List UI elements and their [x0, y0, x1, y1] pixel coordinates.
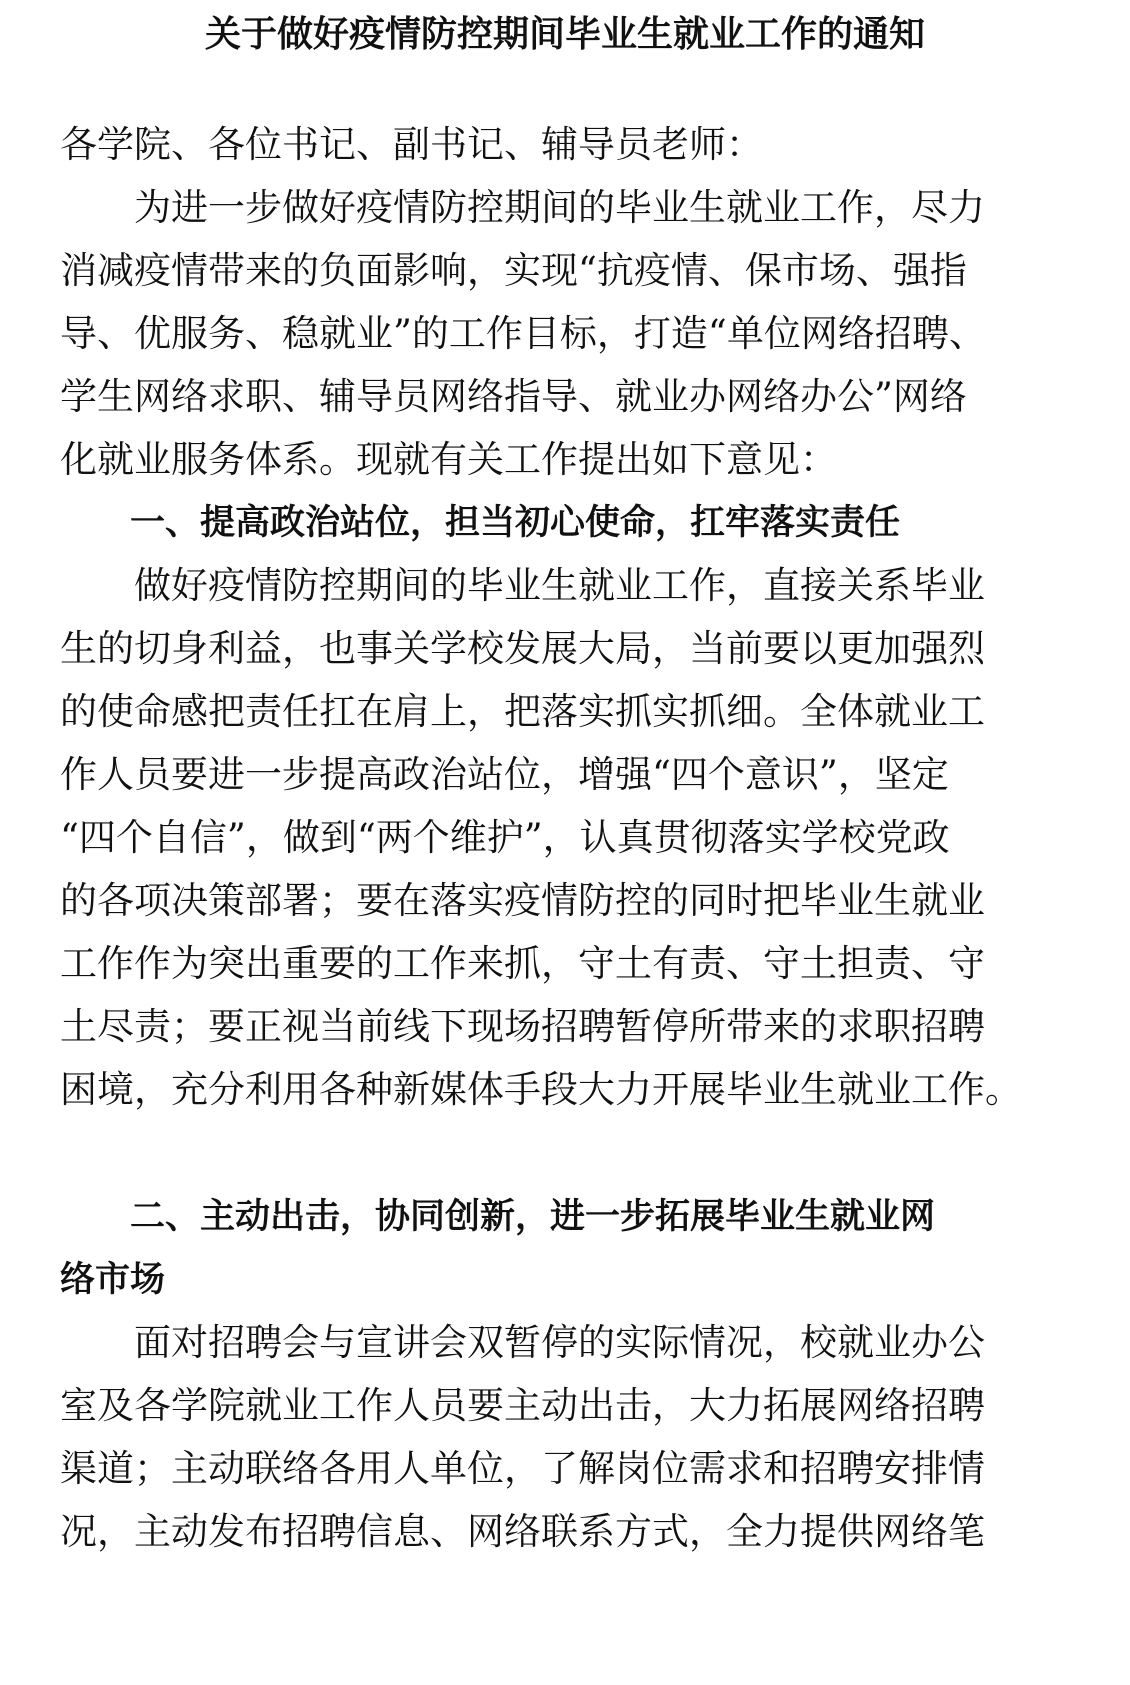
section-1-line: 困境，充分利用各种新媒体手段大力开展毕业生就业工作。	[60, 1068, 1022, 1111]
intro-line: 消减疫情带来的负面影响，实现“抗疫情、保市场、强指	[60, 249, 967, 292]
section-2-line: 室及各学院就业工作人员要主动出击，大力拓展网络招聘	[60, 1384, 985, 1427]
section-1-line: 的各项决策部署；要在落实疫情防控的同时把毕业生就业	[60, 879, 985, 922]
section-2-line: 面对招聘会与宣讲会双暂停的实际情况，校就业办公	[60, 1321, 985, 1364]
section-1-line: 的使命感把责任扛在肩上，把落实抓实抓细。全体就业工	[60, 690, 985, 733]
intro-line: 为进一步做好疫情防控期间的毕业生就业工作，尽力	[60, 186, 985, 229]
intro-line: 化就业服务体系。现就有关工作提出如下意见：	[60, 438, 837, 481]
intro-line: 学生网络求职、辅导员网络指导、就业办网络办公”网络	[60, 375, 967, 418]
section-1-heading: 一、提高政治站位，担当初心使命，扛牢落实责任	[60, 503, 901, 543]
section-2-line: 况，主动发布招聘信息、网络联系方式，全力提供网络笔	[60, 1510, 985, 1553]
intro-line: 导、优服务、稳就业”的工作目标，打造“单位网络招聘、	[60, 312, 986, 355]
salutation: 各学院、各位书记、副书记、辅导员老师：	[60, 123, 763, 166]
section-1-line: 生的切身利益，也事关学校发展大局，当前要以更加强烈	[60, 627, 985, 670]
section-1-line: 土尽责；要正视当前线下现场招聘暂停所带来的求职招聘	[60, 1005, 985, 1048]
section-2-heading-line: 二、主动出击，协同创新，进一步拓展毕业生就业网	[60, 1197, 936, 1237]
section-1-line: “四个自信”，做到“两个维护”，认真贯彻落实学校党政	[60, 816, 950, 859]
section-1-line: 工作作为突出重要的工作来抓，守土有责、守土担责、守	[60, 942, 985, 985]
section-1-line: 做好疫情防控期间的毕业生就业工作，直接关系毕业	[60, 564, 985, 607]
document-title: 关于做好疫情防控期间毕业生就业工作的通知	[204, 14, 925, 55]
section-2-line: 渠道；主动联络各用人单位，了解岗位需求和招聘安排情	[60, 1447, 985, 1490]
section-1-line: 作人员要进一步提高政治站位，增强“四个意识”，坚定	[60, 753, 949, 796]
section-2-heading-line: 络市场	[60, 1260, 166, 1300]
